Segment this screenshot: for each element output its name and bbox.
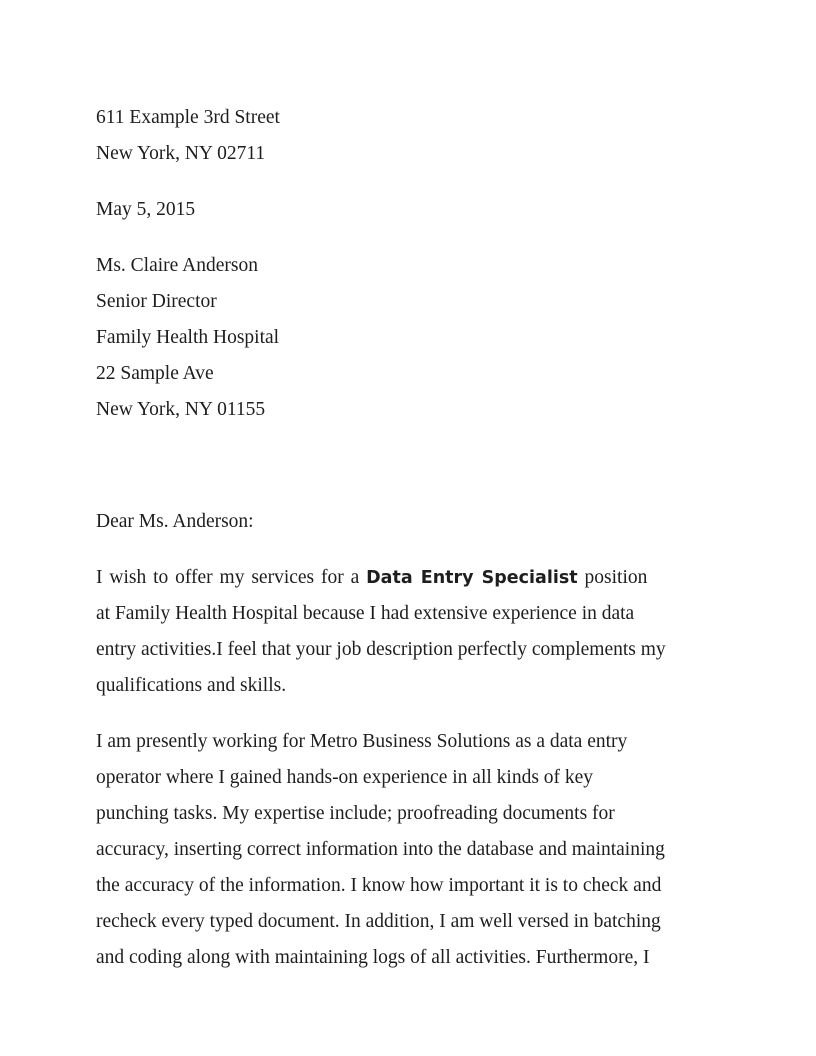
paragraph1-line2: at Family Health Hospital because I had extensive experience in data bbox=[96, 603, 635, 624]
recipient-name: Ms. Claire Anderson bbox=[96, 255, 258, 276]
paragraph1-line3: entry activities.I feel that your job description perfectly complements my bbox=[96, 639, 666, 660]
paragraph2-line: punching tasks. My expertise include; proofreading documents for bbox=[96, 803, 615, 824]
recipient-title: Senior Director bbox=[96, 291, 217, 312]
paragraph2-line: accuracy, inserting correct information into the database and maintaining bbox=[96, 839, 665, 860]
recipient-street: 22 Sample Ave bbox=[96, 363, 214, 384]
paragraph1-line1-suffix: position bbox=[577, 567, 648, 588]
salutation: Dear Ms. Anderson: bbox=[96, 511, 254, 532]
paragraph2-line: and coding along with maintaining logs of all activities. Furthermore, I bbox=[96, 947, 650, 968]
recipient-city: New York, NY 01155 bbox=[96, 399, 266, 420]
paragraph2-line: the accuracy of the information. I know how important it is to check and bbox=[96, 875, 662, 896]
paragraph2-line: recheck every typed document. In addition, I am well versed in batching bbox=[96, 911, 661, 932]
paragraph2-line: operator where I gained hands-on experience in all kinds of key bbox=[96, 767, 594, 788]
paragraph1-line1 bbox=[96, 566, 647, 590]
recipient-organization: Family Health Hospital bbox=[96, 327, 280, 348]
position-title: Data Entry Specialist bbox=[366, 568, 578, 588]
sender-city: New York, NY 02711 bbox=[96, 143, 266, 164]
paragraph2-line: I am presently working for Metro Business Solutions as a data entry bbox=[96, 731, 628, 752]
letter-date: May 5, 2015 bbox=[96, 199, 196, 220]
sender-street: 611 Example 3rd Street bbox=[96, 107, 280, 128]
paragraph1-line1-prefix: I wish to offer my services for a bbox=[96, 567, 367, 588]
paragraph1-line4: qualifications and skills. bbox=[96, 675, 287, 696]
